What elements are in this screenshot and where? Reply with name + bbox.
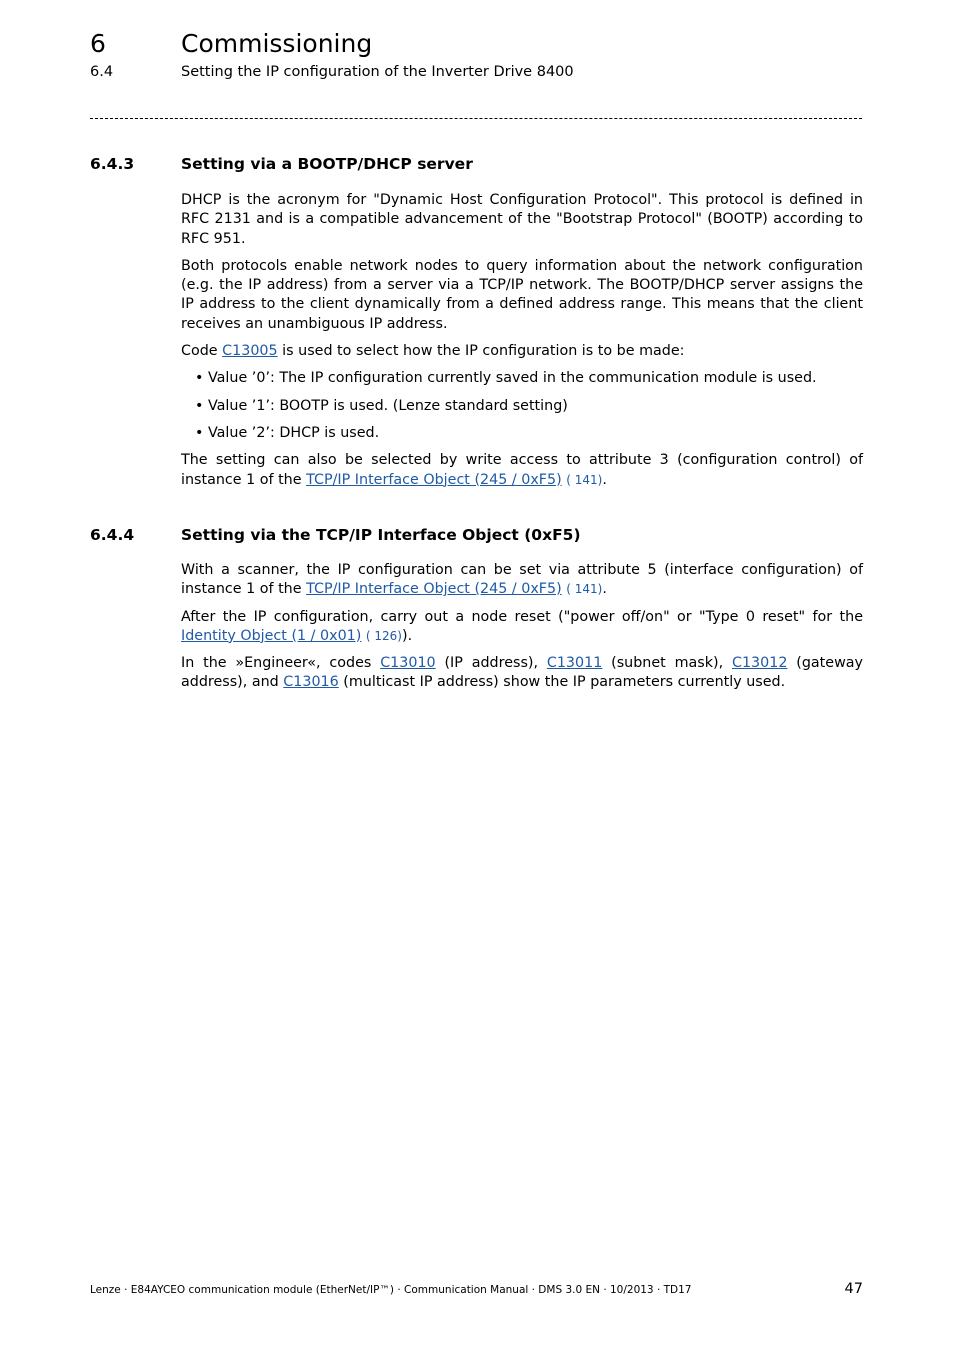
value-list: [181, 369, 863, 443]
text: .: [602, 581, 607, 598]
page-ref-141[interactable]: ( 141): [566, 472, 603, 487]
list-item: • Value ’0’: The IP configuration currently saved in the communication module is used.: [181, 369, 863, 388]
link-tcpip-interface-object[interactable]: TCP/IP Interface Object (245 / 0xF5): [306, 471, 562, 488]
page-number: 47: [844, 1281, 863, 1297]
text: After the IP configuration, carry out a node reset ("power off/on" or "Type 0 reset" for the: [181, 608, 863, 625]
page-ref-141[interactable]: ( 141): [566, 582, 603, 597]
text: .: [602, 471, 607, 488]
paragraph: [181, 451, 863, 490]
text: ).: [402, 627, 413, 644]
page-ref-126[interactable]: ( 126): [365, 628, 402, 643]
heading-644-title: Setting via the TCP/IP Interface Object (0xF5): [181, 526, 581, 544]
text: (multicast IP address) show the IP parameters currently used.: [338, 674, 786, 691]
chapter-number: 6: [90, 29, 106, 58]
link-c13010[interactable]: C13010: [380, 655, 436, 672]
heading-643-number: 6.4.3: [90, 155, 135, 173]
text: With a scanner, the IP configuration can be set via attribute 5 (interface configuration) of instance 1 of the: [181, 562, 863, 598]
text: In the »Engineer«, codes: [181, 655, 381, 672]
header-divider: [90, 118, 862, 119]
link-c13012[interactable]: C13012: [731, 655, 788, 672]
paragraph: [181, 654, 863, 693]
section-644-body: [181, 561, 863, 701]
list-item: • Value ’1’: BOOTP is used. (Lenze standard setting): [181, 397, 863, 416]
link-identity-object[interactable]: Identity Object (1 / 0x01): [181, 627, 362, 644]
section-title: Setting the IP configuration of the Inverter Drive 8400: [181, 64, 574, 80]
footer-text: Lenze · E84AYCEO communication module (EtherNet/IP™) · Communication Manual · DMS 3.0 EN · 10/2013 · TD17: [90, 1284, 692, 1296]
link-c13011[interactable]: C13011: [546, 655, 603, 672]
heading-644-number: 6.4.4: [90, 526, 135, 544]
text: (subnet mask),: [602, 655, 732, 672]
paragraph: DHCP is the acronym for "Dynamic Host Configuration Protocol". This protocol is defined in RFC 2131 and is a compatible advancement of the "Bootstrap Protocol" (BOOTP) according to RFC 951.: [181, 192, 863, 247]
text: is used to select how the IP configuration is to be made:: [277, 343, 685, 360]
text: (gateway address), and: [181, 655, 863, 691]
list-item: • Value ’2’: DHCP is used.: [181, 424, 863, 443]
paragraph: Both protocols enable network nodes to query information about the network configuration (e.g. the IP address) from a server via a TCP/IP network. The BOOTP/DHCP server assigns the IP address to the client dynamically from a defined address range. This means that the client receives an unambiguous IP address.: [181, 257, 863, 332]
paragraph: [181, 342, 863, 361]
text: Code: [181, 343, 223, 360]
text: (IP address),: [435, 655, 547, 672]
link-c13005[interactable]: C13005: [222, 343, 278, 360]
paragraph: [181, 561, 863, 600]
text: The setting can also be selected by write access to attribute 3 (configuration control) of instance 1 of the: [181, 452, 863, 488]
section-643-body: [181, 191, 863, 498]
paragraph: [181, 608, 863, 647]
heading-643-title: Setting via a BOOTP/DHCP server: [181, 155, 473, 173]
section-number: 6.4: [90, 64, 114, 80]
chapter-title: Commissioning: [181, 29, 373, 58]
link-tcpip-interface-object[interactable]: TCP/IP Interface Object (245 / 0xF5): [306, 581, 562, 598]
link-c13016[interactable]: C13016: [283, 674, 339, 691]
